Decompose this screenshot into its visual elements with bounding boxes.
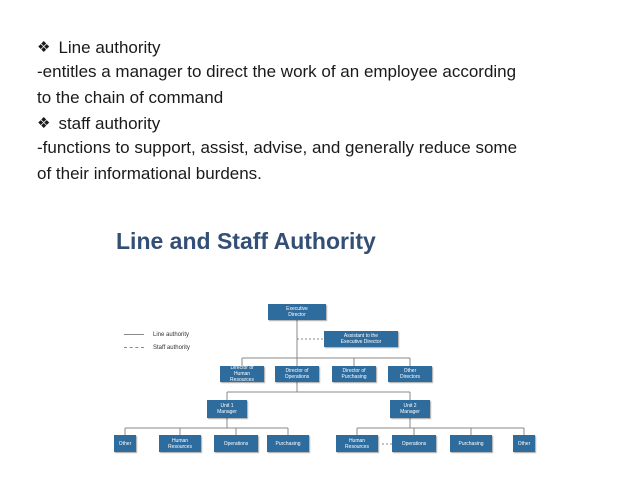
line-authority-heading: Line authority	[58, 38, 161, 57]
diamond-bullet-icon: ❖	[37, 115, 51, 132]
unit-1-other-box: Other	[114, 435, 136, 452]
assistant-executive-director-box: Assistant to the Executive Director	[324, 331, 398, 347]
unit-2-operations-box: Operations	[392, 435, 436, 452]
diamond-bullet-icon: ❖	[37, 39, 51, 56]
figure-title: Line and Staff Authority	[116, 228, 376, 254]
unit-1-operations-box: Operations	[214, 435, 258, 452]
staff-authority-heading-row	[37, 112, 607, 136]
slide-text	[37, 36, 607, 188]
staff-authority-desc-1: -functions to support, assist, advise, and generally reduce some	[37, 138, 518, 157]
line-authority-desc-2: to the chain of command	[37, 88, 224, 107]
line-authority-desc-1: -entitles a manager to direct the work of an employee according	[37, 62, 517, 81]
director-operations-box: Director of Operations	[275, 366, 319, 382]
legend-line-authority: Line authority	[124, 328, 190, 341]
director-purchasing-box: Director of Purchasing	[332, 366, 376, 382]
org-chart-figure	[92, 216, 558, 474]
unit-2-manager-box: Unit 2 Manager	[390, 400, 430, 418]
dashed-line-icon	[124, 347, 144, 348]
legend-staff-authority: Staff authority	[124, 341, 190, 354]
unit-1-hr-box: Human Resources	[159, 435, 201, 452]
executive-director-box: Executive Director	[268, 304, 326, 320]
other-directors-box: Other Directors	[388, 366, 432, 382]
solid-line-icon	[124, 334, 144, 335]
staff-authority-desc-2: of their informational burdens.	[37, 164, 262, 183]
unit-1-manager-box: Unit 1 Manager	[207, 400, 247, 418]
legend	[124, 328, 190, 354]
unit-2-hr-box: Human Resources	[336, 435, 378, 452]
unit-2-purchasing-box: Purchasing	[450, 435, 492, 452]
director-hr-box: Director of Human Resources	[220, 366, 264, 382]
unit-2-other-box: Other	[513, 435, 535, 452]
unit-1-purchasing-box: Purchasing	[267, 435, 309, 452]
line-authority-heading-row	[37, 36, 607, 60]
staff-authority-heading: staff authority	[58, 114, 161, 133]
